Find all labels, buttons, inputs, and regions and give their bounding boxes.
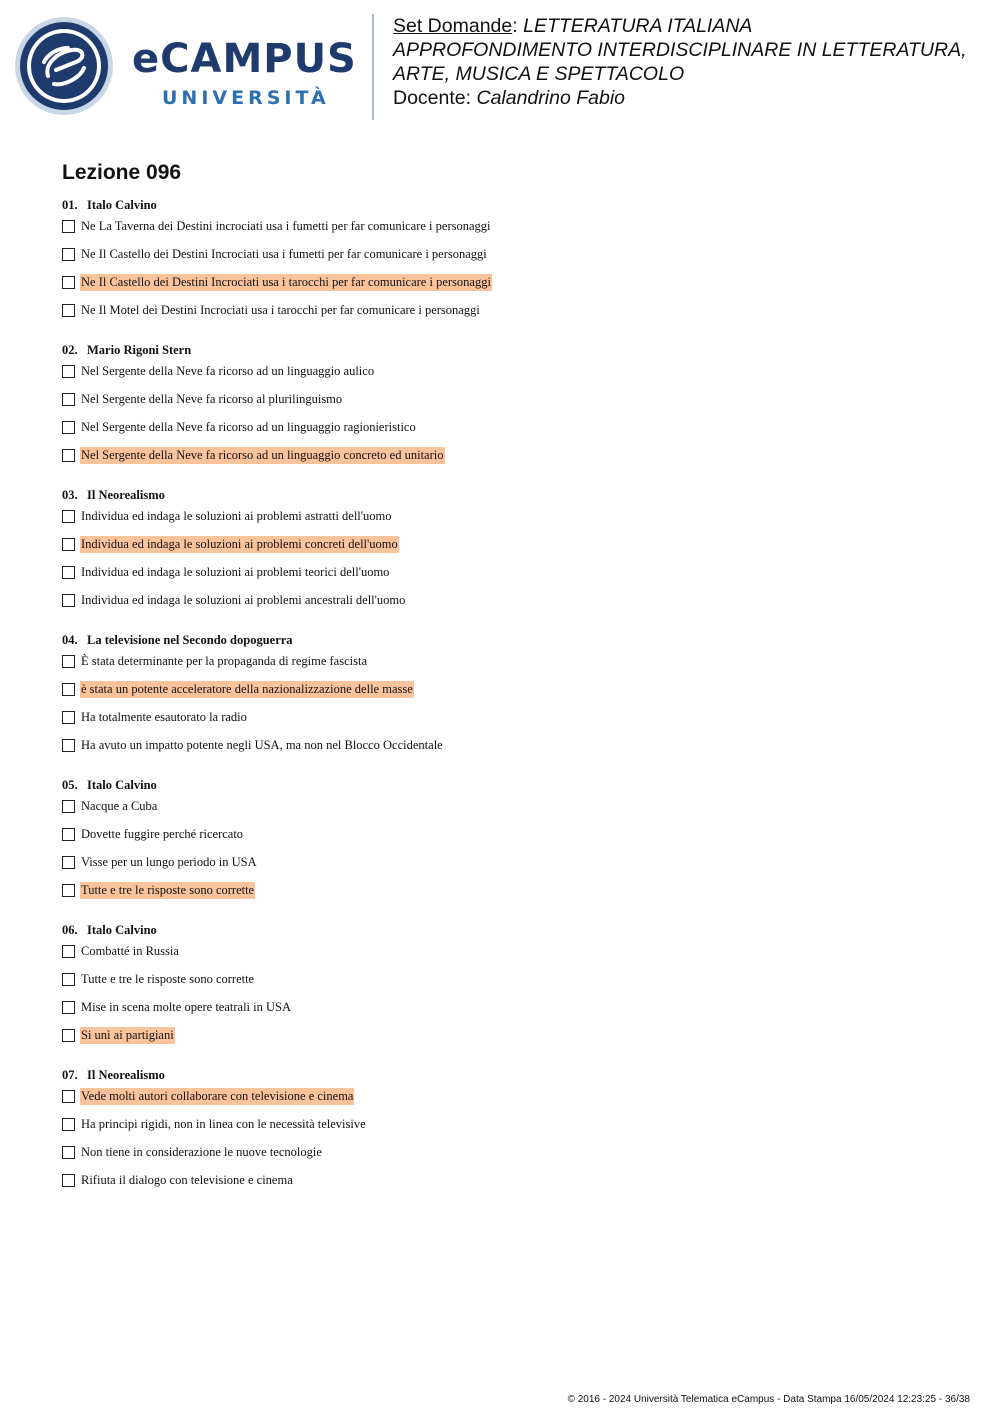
answer-option xyxy=(62,1170,962,1198)
answer-option xyxy=(62,735,962,763)
set-label: Set Domande xyxy=(393,15,513,37)
question-block xyxy=(62,486,962,618)
answer-text: Ha avuto un impatto potente negli USA, ma non nel Blocco Occidentale xyxy=(81,738,443,752)
answer-option xyxy=(62,1142,962,1170)
question-block xyxy=(62,776,962,908)
answer-checkbox[interactable] xyxy=(62,421,75,434)
answer-option xyxy=(62,272,962,300)
answer-checkbox[interactable] xyxy=(62,1090,75,1103)
answer-option xyxy=(62,534,962,562)
answer-text: Visse per un lungo periodo in USA xyxy=(81,855,257,869)
answer-checkbox[interactable] xyxy=(62,1146,75,1159)
teacher-name: Calandrino Fabio xyxy=(476,87,625,109)
answer-checkbox[interactable] xyxy=(62,365,75,378)
question-title: Italo Calvino xyxy=(87,923,157,937)
answer-text: Nel Sergente della Neve fa ricorso al plurilinguismo xyxy=(81,392,343,406)
answer-option xyxy=(62,300,962,328)
answer-option xyxy=(62,651,962,679)
answer-text: Mise in scena molte opere teatrali in USA xyxy=(81,1000,292,1014)
question-title: Il Neorealismo xyxy=(87,488,165,502)
answer-text-highlighted: Tutte e tre le risposte sono corrette xyxy=(81,883,255,897)
course-subtitle-1 xyxy=(393,38,983,62)
question-heading xyxy=(62,196,962,216)
question-block xyxy=(62,1066,962,1198)
logo-sub-text: UNIVERSITÀ xyxy=(162,87,330,109)
answer-checkbox[interactable] xyxy=(62,1174,75,1187)
page-header xyxy=(0,0,1000,130)
answer-checkbox[interactable] xyxy=(62,304,75,317)
page-footer: © 2016 - 2024 Università Telematica eCampus - Data Stampa 16/05/2024 12:23:25 - 36/38 xyxy=(567,1394,970,1405)
answer-text: Ne La Taverna dei Destini incrociati usa i fumetti per far comunicare i personaggi xyxy=(81,219,491,233)
question-block xyxy=(62,921,962,1053)
answer-checkbox[interactable] xyxy=(62,566,75,579)
answer-text: Ne Il Castello dei Destini Incrociati usa i fumetti per far comunicare i personaggi xyxy=(81,247,487,261)
answer-option xyxy=(62,852,962,880)
answer-checkbox[interactable] xyxy=(62,248,75,261)
answer-option xyxy=(62,417,962,445)
question-block xyxy=(62,341,962,473)
question-title: Mario Rigoni Stern xyxy=(87,343,192,357)
answer-option xyxy=(62,216,962,244)
answer-checkbox[interactable] xyxy=(62,945,75,958)
answer-checkbox[interactable] xyxy=(62,220,75,233)
question-heading xyxy=(62,631,962,651)
course-name: LETTERATURA ITALIANA xyxy=(523,15,753,37)
answer-option xyxy=(62,824,962,852)
answer-checkbox[interactable] xyxy=(62,739,75,752)
course-subtitle-line1: APPROFONDIMENTO INTERDISCIPLINARE IN LETTERATURA, xyxy=(393,39,967,61)
answer-option xyxy=(62,361,962,389)
answer-option xyxy=(62,562,962,590)
ecampus-logo xyxy=(14,14,364,118)
question-number: 03. xyxy=(62,488,78,502)
answer-text: È stata determinante per la propaganda di regime fascista xyxy=(81,654,367,668)
answer-text: Combatté in Russia xyxy=(81,944,179,958)
question-heading xyxy=(62,776,962,796)
answer-text-highlighted: Si unì ai partigiani xyxy=(81,1028,174,1042)
answer-checkbox[interactable] xyxy=(62,1001,75,1014)
answer-checkbox[interactable] xyxy=(62,510,75,523)
answer-checkbox[interactable] xyxy=(62,655,75,668)
answer-text: Nel Sergente della Neve fa ricorso ad un linguaggio aulico xyxy=(81,364,375,378)
set-colon: : xyxy=(512,15,518,37)
answer-text-highlighted: è stata un potente acceleratore della nazionalizzazione delle masse xyxy=(81,682,413,696)
answer-checkbox[interactable] xyxy=(62,973,75,986)
teacher-label: Docente: xyxy=(393,87,472,109)
header-info xyxy=(393,14,983,110)
answer-option xyxy=(62,1114,962,1142)
question-number: 01. xyxy=(62,198,78,212)
answer-checkbox[interactable] xyxy=(62,884,75,897)
answer-option xyxy=(62,707,962,735)
answer-text-highlighted: Vede molti autori collaborare con televisione e cinema xyxy=(81,1089,354,1103)
answer-option xyxy=(62,796,962,824)
answer-option xyxy=(62,244,962,272)
answer-text: Tutte e tre le risposte sono corrette xyxy=(81,972,255,986)
question-number: 07. xyxy=(62,1068,78,1082)
answer-checkbox[interactable] xyxy=(62,711,75,724)
question-heading xyxy=(62,921,962,941)
question-number: 05. xyxy=(62,778,78,792)
question-heading xyxy=(62,1066,962,1086)
answer-option xyxy=(62,506,962,534)
answer-option xyxy=(62,445,962,473)
course-subtitle-2 xyxy=(393,62,983,86)
answer-text: Dovette fuggire perché ricercato xyxy=(81,827,244,841)
answer-text: Rifiuta il dialogo con televisione e cinema xyxy=(81,1173,293,1187)
question-heading xyxy=(62,486,962,506)
answer-option xyxy=(62,941,962,969)
answer-text: Nel Sergente della Neve fa ricorso ad un linguaggio ragionieristico xyxy=(81,420,416,434)
set-line xyxy=(393,14,983,38)
answer-checkbox[interactable] xyxy=(62,276,75,289)
teacher-line xyxy=(393,86,983,110)
answer-text: Ha totalmente esautorato la radio xyxy=(81,710,247,724)
answer-text: Individua ed indaga le soluzioni ai problemi teorici dell'uomo xyxy=(81,565,390,579)
question-block xyxy=(62,631,962,763)
answer-option xyxy=(62,969,962,997)
answer-text: Non tiene in considerazione le nuove tecnologie xyxy=(81,1145,322,1159)
answer-checkbox[interactable] xyxy=(62,538,75,551)
answer-option xyxy=(62,997,962,1025)
answer-checkbox[interactable] xyxy=(62,828,75,841)
answer-option xyxy=(62,1086,962,1114)
answer-option xyxy=(62,880,962,908)
question-title: La televisione nel Secondo dopoguerra xyxy=(87,633,293,647)
answer-option xyxy=(62,1025,962,1053)
answer-text-highlighted: Ne Il Castello dei Destini Incrociati usa i tarocchi per far comunicare i personaggi xyxy=(81,275,491,289)
answer-checkbox[interactable] xyxy=(62,856,75,869)
header-divider xyxy=(372,14,374,120)
question-number: 02. xyxy=(62,343,78,357)
answer-checkbox[interactable] xyxy=(62,1118,75,1131)
course-subtitle-line2: ARTE, MUSICA E SPETTACOLO xyxy=(393,63,685,85)
question-number: 06. xyxy=(62,923,78,937)
question-list xyxy=(62,196,962,1211)
answer-text-highlighted: Individua ed indaga le soluzioni ai problemi concreti dell'uomo xyxy=(81,537,398,551)
question-title: Italo Calvino xyxy=(87,778,157,792)
answer-checkbox[interactable] xyxy=(62,449,75,462)
answer-option xyxy=(62,590,962,618)
answer-text-highlighted: Nel Sergente della Neve fa ricorso ad un linguaggio concreto ed unitario xyxy=(81,448,444,462)
question-title: Italo Calvino xyxy=(87,198,157,212)
answer-text: Ha principi rigidi, non in linea con le necessità televisive xyxy=(81,1117,366,1131)
answer-text: Ne Il Motel dei Destini Incrociati usa i tarocchi per far comunicare i personaggi xyxy=(81,303,480,317)
answer-checkbox[interactable] xyxy=(62,683,75,696)
answer-text: Nacque a Cuba xyxy=(81,799,158,813)
question-heading xyxy=(62,341,962,361)
question-number: 04. xyxy=(62,633,78,647)
answer-text: Individua ed indaga le soluzioni ai problemi astratti dell'uomo xyxy=(81,509,392,523)
answer-option xyxy=(62,389,962,417)
answer-checkbox[interactable] xyxy=(62,393,75,406)
answer-text: Individua ed indaga le soluzioni ai problemi ancestrali dell'uomo xyxy=(81,593,406,607)
lesson-title: Lezione 096 xyxy=(62,161,182,184)
question-title: Il Neorealismo xyxy=(87,1068,165,1082)
logo-brand-text: eCAMPUS xyxy=(132,36,357,82)
answer-checkbox[interactable] xyxy=(62,1029,75,1042)
answer-checkbox[interactable] xyxy=(62,800,75,813)
answer-option xyxy=(62,679,962,707)
question-block xyxy=(62,196,962,328)
answer-checkbox[interactable] xyxy=(62,594,75,607)
